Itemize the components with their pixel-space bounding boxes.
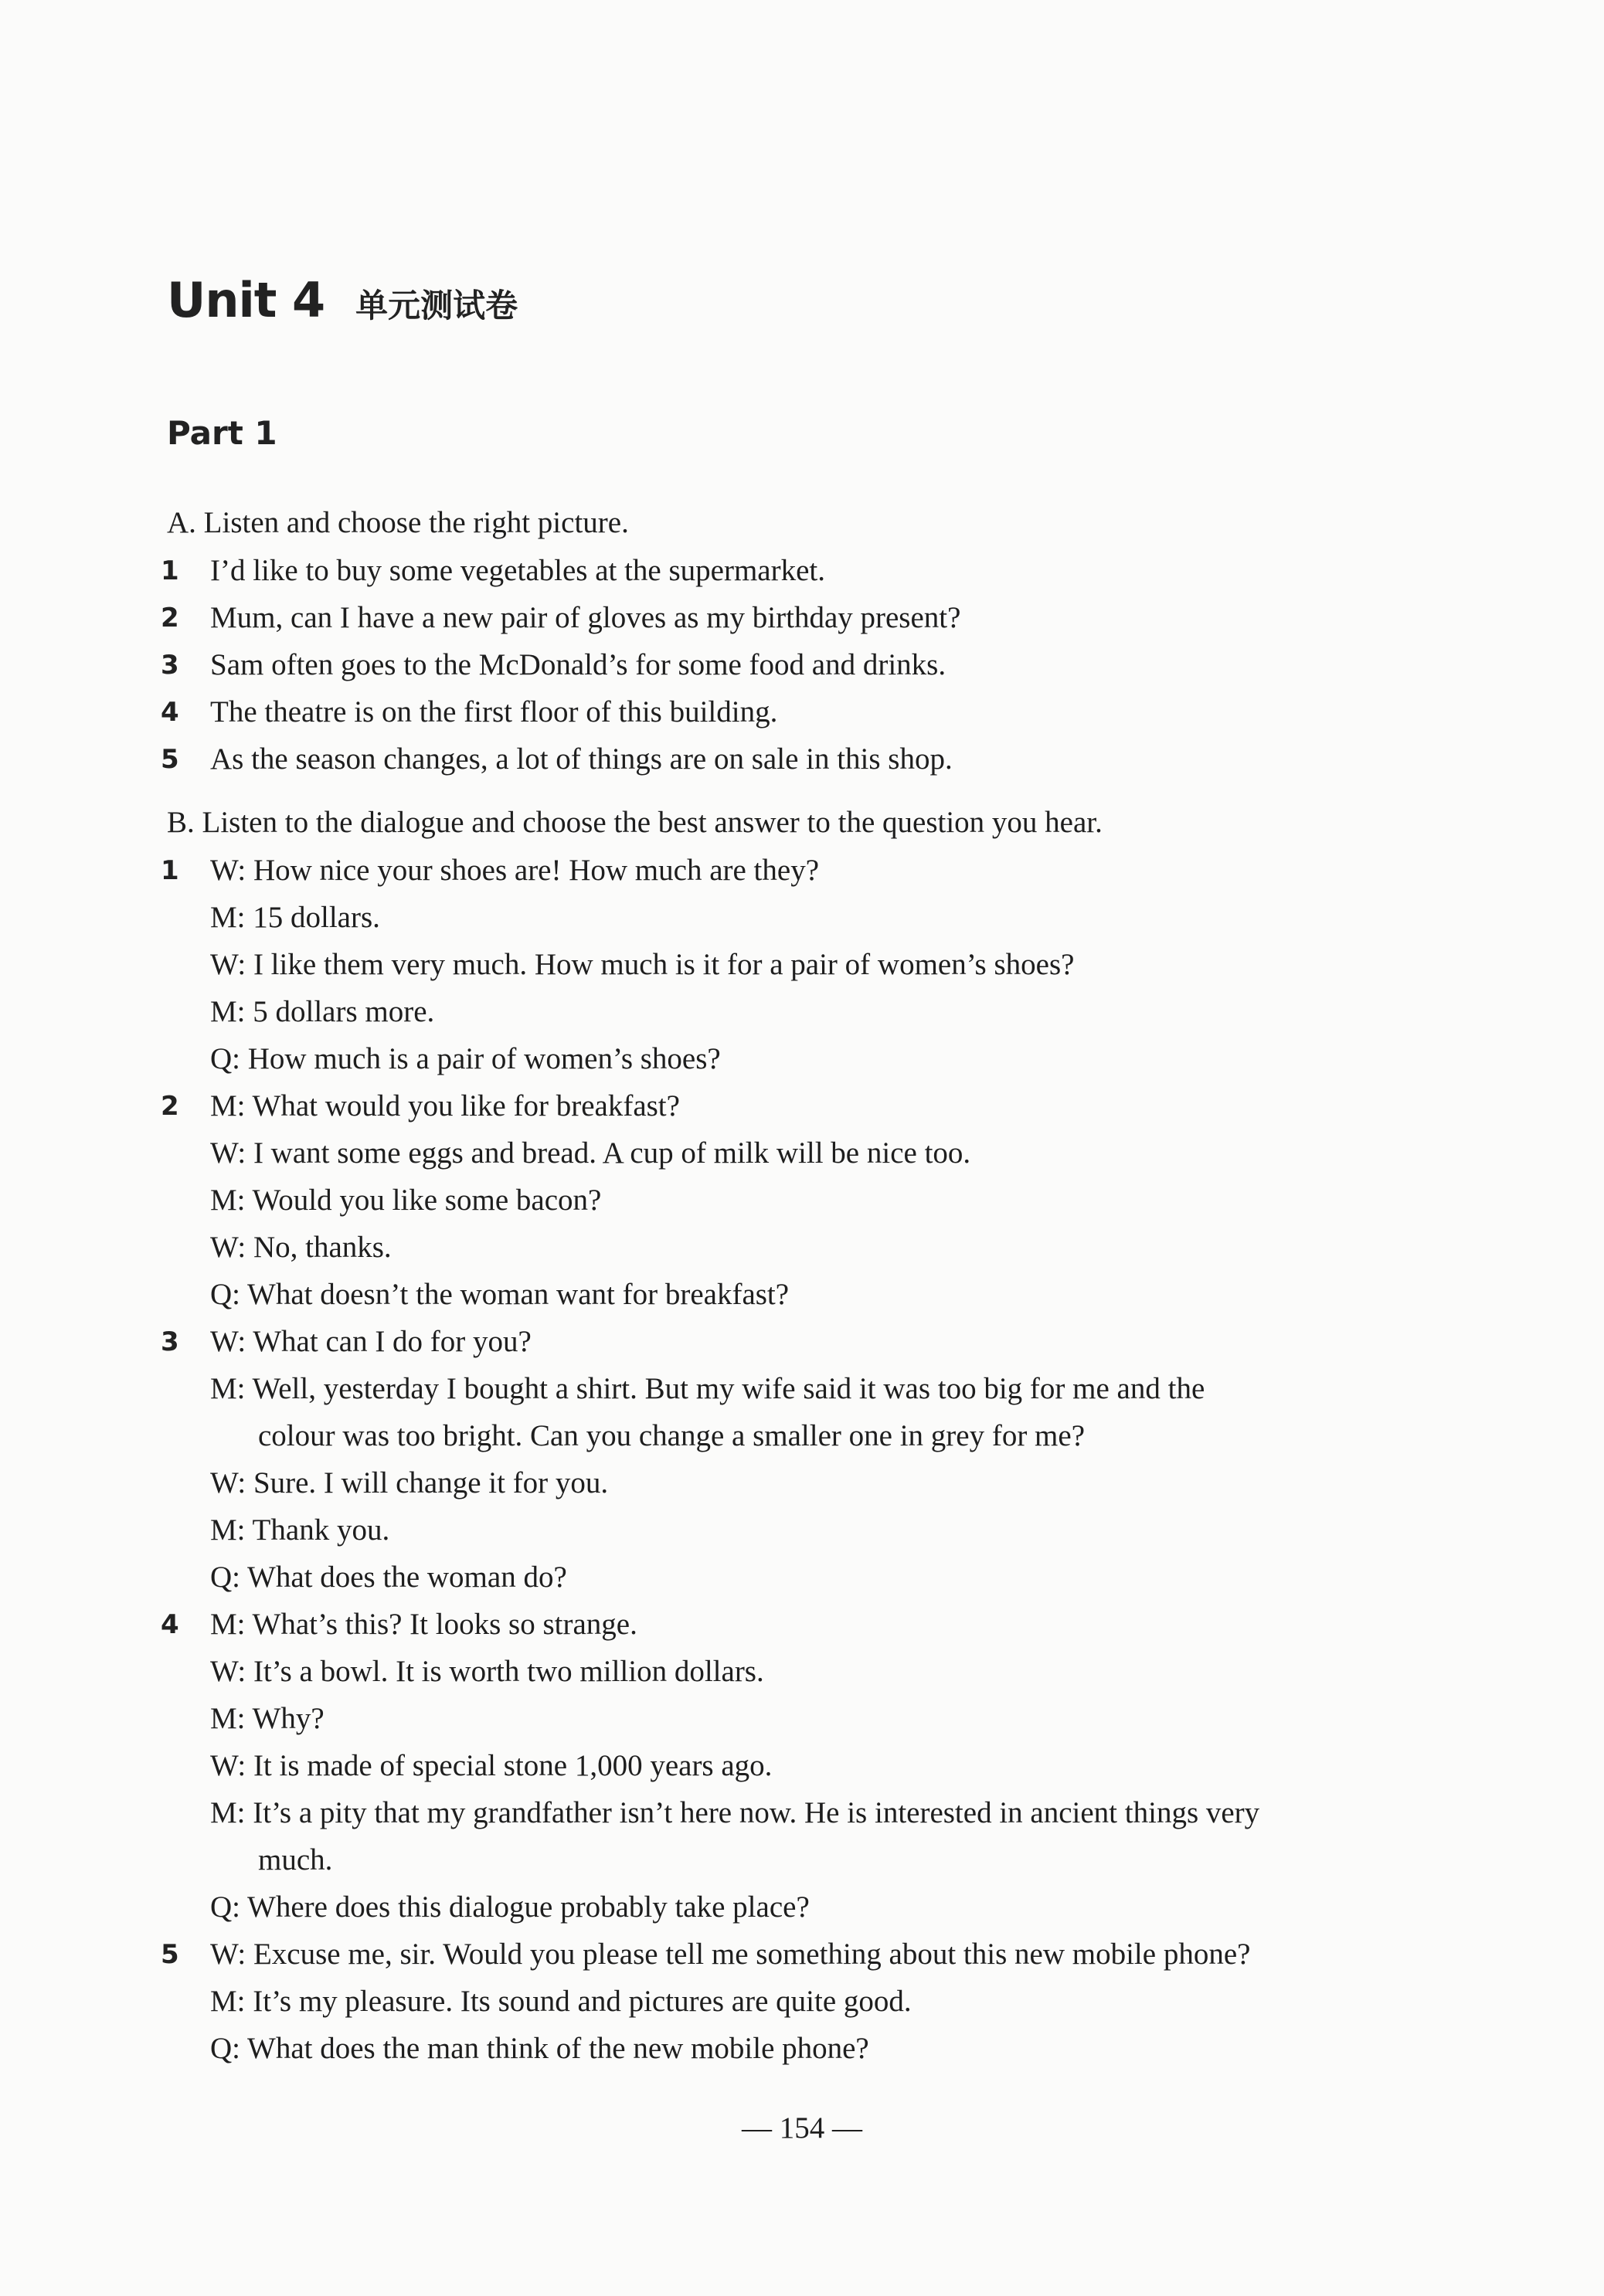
dialogue-line-continued: much. [258,1843,333,1877]
dialogue-number: 1 [161,855,179,886]
dialogue-number: 3 [161,1326,179,1357]
dialogue-line: Q: What doesn’t the woman want for breakfast? [210,1278,790,1311]
dialogue-line: M: Thank you. [210,1513,390,1547]
item-text: As the season changes, a lot of things are on sale in this shop. [210,742,953,776]
unit-heading [167,272,518,328]
dialogue-number: 2 [161,1091,179,1122]
page-number: — 154 — [742,2111,862,2145]
dialogue-line: M: What’s this? It looks so strange. [210,1608,637,1641]
dialogue-line: W: I want some eggs and bread. A cup of milk will be nice too. [210,1136,971,1170]
dialogue-line: M: Well, yesterday I bought a shirt. But my wife said it was too big for me and the [210,1372,1205,1405]
item-number: 4 [161,697,179,728]
dialogue-line-continued: colour was too bright. Can you change a smaller one in grey for me? [258,1419,1086,1452]
dialogue-line: Q: What does the woman do? [210,1561,567,1594]
item-text: I’d like to buy some vegetables at the supermarket. [210,554,825,587]
dialogue-line: Q: How much is a pair of women’s shoes? [210,1042,721,1075]
dialogue-number: 5 [161,1939,179,1970]
dialogue-line: Q: Where does this dialogue probably take place? [210,1890,810,1924]
dialogue-line: W: What can I do for you? [210,1325,532,1358]
item-number: 3 [161,650,179,681]
item-number: 1 [161,555,179,586]
dialogue-line: M: It’s my pleasure. Its sound and pictures are quite good. [210,1985,912,2018]
dialogue-line: M: 15 dollars. [210,901,380,934]
item-number: 2 [161,603,179,633]
dialogue-line: M: 5 dollars more. [210,995,435,1028]
section-b-heading: B. Listen to the dialogue and choose the best answer to the question you hear. [167,806,1103,839]
unit-title-cn: 单元测试卷 [355,287,518,324]
dialogue-line: W: How nice your shoes are! How much are they? [210,854,820,887]
dialogue-line: M: Why? [210,1702,325,1735]
dialogue-line: W: Sure. I will change it for you. [210,1466,609,1500]
dialogue-line: W: It is made of special stone 1,000 years ago. [210,1749,773,1782]
dialogue-line: M: It’s a pity that my grandfather isn’t here now. He is interested in ancient things very [210,1796,1260,1829]
dialogue-line: M: Would you like some bacon? [210,1184,602,1217]
item-number: 5 [161,744,179,775]
dialogue-line: W: Excuse me, sir. Would you please tell me something about this new mobile phone? [210,1938,1251,1971]
section-a-heading: A. Listen and choose the right picture. [167,506,629,539]
dialogue-line: M: What would you like for breakfast? [210,1089,680,1123]
dialogue-line: W: No, thanks. [210,1231,392,1264]
unit-label: Unit 4 [167,272,325,328]
part-title: Part 1 [167,414,277,452]
dialogue-line: W: It’s a bowl. It is worth two million dollars. [210,1655,764,1688]
item-text: Sam often goes to the McDonald’s for some food and drinks. [210,648,946,681]
item-text: Mum, can I have a new pair of gloves as my birthday present? [210,601,961,634]
dialogue-line: W: I like them very much. How much is it for a pair of women’s shoes? [210,948,1075,981]
dialogue-line: Q: What does the man think of the new mobile phone? [210,2032,869,2065]
dialogue-number: 4 [161,1609,179,1640]
item-text: The theatre is on the first floor of this building. [210,695,778,729]
